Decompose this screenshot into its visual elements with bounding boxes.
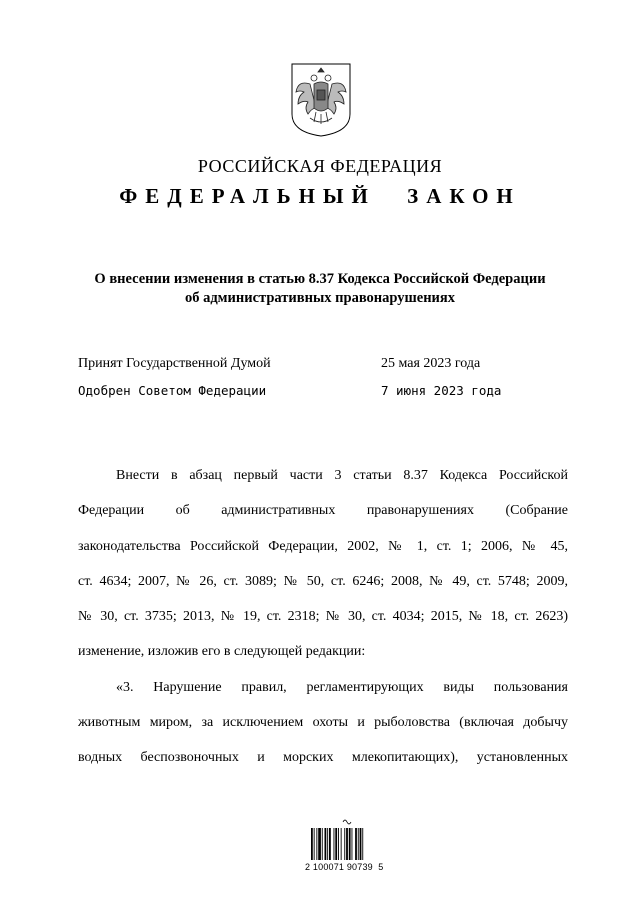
barcode-bar (335, 828, 337, 860)
law-title (60, 270, 580, 308)
council-approval-row (78, 383, 578, 403)
body-line: Внести в абзац первый части 3 статьи 8.37 Кодекса Российской (116, 468, 568, 483)
body-line: Федерации об административных правонарушениях (Собрание (78, 503, 568, 519)
barcode-bar (349, 828, 351, 860)
barcode-bar (341, 828, 342, 860)
body-line: изменение, изложив его в следующей редакции: (78, 644, 366, 660)
barcode-bar (362, 828, 363, 860)
body-line: ст. 4634; 2007, № 26, ст. 3089; № 50, ст. 6246; 2008, № 49, ст. 5748; 2009, (78, 573, 568, 589)
body-line: «3. Нарушение правил, регламентирующих виды пользования (116, 679, 568, 695)
barcode-bar (360, 828, 362, 860)
body-line: № 30, ст. 3735; 2013, № 19, ст. 2318; № 30, ст. 4034; 2015, № 18, ст. 2623) (78, 609, 568, 625)
body-line: водных беспозвоночных и морских млекопитающих), установленных (78, 750, 568, 766)
law-title-line-1: О внесении изменения в статью 8.37 Кодекса Российской Федерации (94, 271, 546, 287)
barcode-bar (352, 828, 353, 860)
council-approval-date: 7 июня 2023 года (381, 383, 502, 398)
barcode-bar (322, 828, 323, 860)
barcode-bar (344, 828, 345, 860)
coat-of-arms-emblem (290, 62, 352, 138)
barcode-bar (355, 828, 357, 860)
duma-adoption-label: Принят Государственной Думой (78, 356, 271, 371)
duma-adoption-date: 25 мая 2023 года (381, 356, 481, 371)
barcode-bar (325, 828, 327, 860)
document-type-heading: ФЕДЕРАЛЬНЫЙ ЗАКОН (119, 184, 521, 208)
barcode-bar (327, 828, 328, 860)
barcode-bar (311, 828, 313, 860)
body-line: законодательства Российской Федерации, 2002, № 1, ст. 1; 2006, № 45, (78, 538, 568, 554)
law-title-line-2: об административных правонарушениях (184, 290, 456, 306)
barcode-bar (314, 828, 315, 860)
initials-mark (343, 820, 351, 824)
council-approval-label: Одобрен Советом Федерации (78, 383, 267, 398)
barcode-bar (334, 828, 335, 860)
barcode-bar (346, 828, 348, 860)
body-line: животным миром, за исключением охоты и рыболовства (включая добычу (78, 715, 568, 731)
barcode-bar (338, 828, 339, 860)
barcode-bar (316, 828, 317, 860)
barcode-number: 2 100071 90739 5 (305, 862, 384, 872)
barcode-bar (329, 828, 331, 860)
law-body-text (78, 458, 568, 776)
barcode-bar (358, 828, 359, 860)
duma-adoption-row (78, 356, 578, 376)
country-name: РОССИЙСКАЯ ФЕДЕРАЦИЯ (197, 156, 443, 176)
barcode-bar (318, 828, 321, 860)
